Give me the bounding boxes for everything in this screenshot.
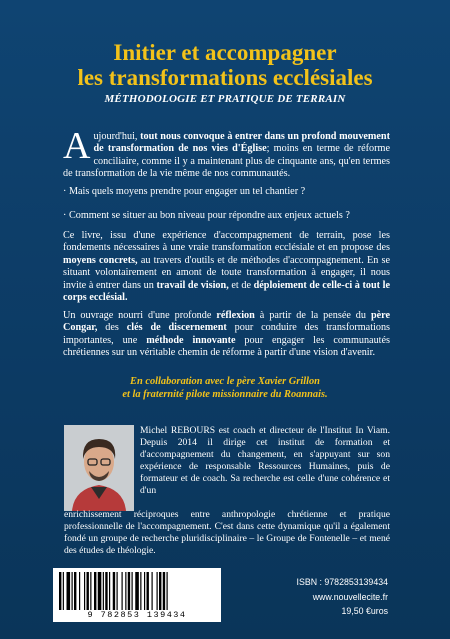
bullet-question-2: · Comment se situer au bon niveau pour répondre aux enjeux actuels ?: [63, 210, 350, 221]
author-portrait-icon: [64, 425, 134, 511]
author-bio-continued: enrichissement réciproques entre anthropologie chrétienne et pratique professionnelle de l'accompagnement. C'est dans cette dynamique qu'il a également fondé un groupe de recherche pluridisciplinaire – le Groupe de Fontenelle – et mené des études de théologie.: [64, 509, 390, 556]
book-title: [0, 40, 450, 90]
price: 19,50 €uros: [341, 606, 388, 616]
description-paragraph: Ce livre, issu d'une expérience d'accompagnement de terrain, pose les fondements nécessaires à une vraie transformation ecclésiale et en propose des moyens concrets, au travers d'outils et de méthodes d'accompagnement. En se situant volontairement en amont de toute transformation à engager, il nous invite à entrer dans un travail de vision, et de déploiement de celle-ci à tout le corps ecclésial.: [63, 230, 391, 304]
collaboration-note: En collaboration avec le père Xavier Grillon et la fraternité pilote missionnaire du Roannais.: [122, 376, 328, 400]
author-bio: Michel REBOURS est coach et directeur de l'Institut In Viam. Depuis 2014 il dirige cet institut de formation et d'accompagnement du changement, en s'appuyant sur son expérience de responsable Ressources Humaines, puis de formateur et de coach. Sa recherche est celle d'une cohérence et d'un: [140, 425, 390, 496]
barcode-bars: [59, 572, 215, 610]
book-subtitle: MÉTHODOLOGIE ET PRATIQUE DE TERRAIN: [104, 93, 346, 105]
title-line-2: les transformations ecclésiales: [77, 65, 373, 90]
isbn: ISBN : 9782853139434: [296, 577, 388, 587]
intro-paragraph: Aujourd'hui, tout nous convoque à entrer dans un profond mouvement de transformation de nos vies d'Église; moins en terme de réforme conciliaire, comme il y a maintenant plus de cinquante ans, qu'en termes de transformation de la vie même de nos communautés.: [63, 125, 390, 180]
bullet-question-1: · Mais quels moyens prendre pour engager un tel chantier ?: [63, 186, 306, 197]
publisher-website: www.nouvellecite.fr: [312, 592, 388, 602]
barcode-number: 9 782853 139434: [87, 610, 187, 620]
summary-paragraph: Un ouvrage nourri d'une profonde réflexion à partir de la pensée du père Congar, des clés de discernement pour conduire des transformations importantes, une méthode innovante pour engager les communautés chrétiennes sur un véritable chemin de réforme à partir d'une vision d'avenir.: [63, 310, 391, 359]
drop-cap: A: [63, 125, 91, 167]
barcode: [53, 568, 221, 622]
title-line-1: Initier et accompagner: [113, 40, 337, 65]
author-photo: [64, 425, 134, 511]
